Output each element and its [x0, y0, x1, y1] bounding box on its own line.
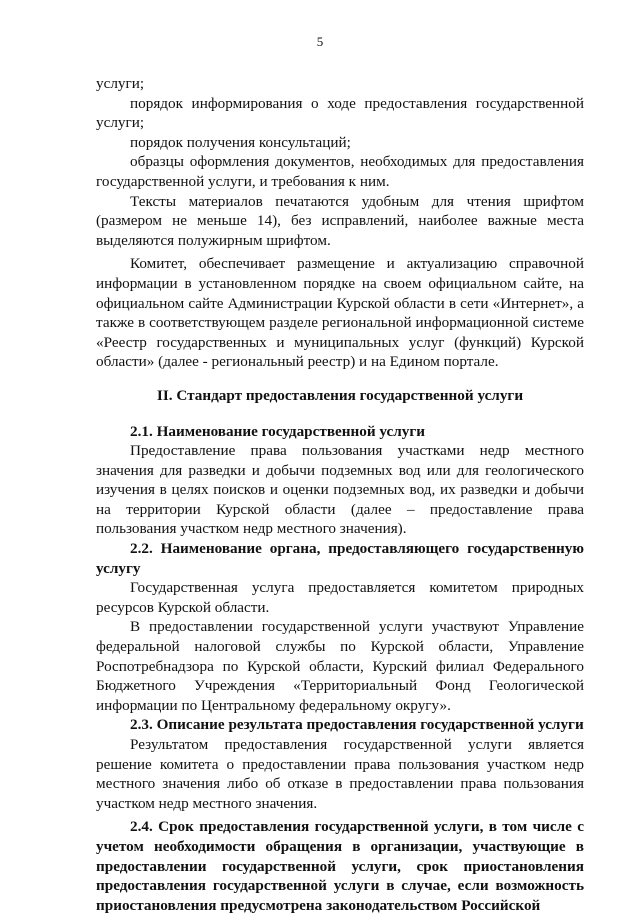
paragraph: Тексты материалов печатаются удобным для чтения шрифтом (размером не меньше 14), без исправлений, наиболее важные места выделяются полужирным шрифтом. — [96, 192, 584, 249]
paragraph: порядок получения консультаций; — [130, 133, 351, 151]
paragraph: Государственная услуга предоставляется комитетом природных ресурсов Курской области. — [96, 579, 584, 616]
subsection-heading: 2.3. Описание результата предоставления государственной услуги — [130, 716, 584, 734]
paragraph: Комитет, обеспечивает размещение и актуализацию справочной информации в установленном порядке на своем официальном сайте, на официальном сайте Администрации Курской области в сети «Интернет», а также в соответствующем разделе региональной информационной системе «Реестр государственных и муниципальных услуг (функций) Курской области» (далее - региональный реестр) и на Едином портале. — [96, 255, 584, 371]
paragraph: порядок информирования о ходе предоставления государственной услуги; — [96, 94, 584, 132]
paragraph: услуги; — [96, 75, 145, 92]
subsection-heading: 2.1. Наименование государственной услуги — [130, 422, 426, 440]
subsection-heading: 2.2. Наименование органа, предоставляющего государственную услугу — [96, 540, 584, 577]
paragraph: Результатом предоставления государственной услуги является решение комитета о предоставлении права пользования участком недр местного значения либо об отказе в предоставлении права пользования участком недр местного значения. — [96, 736, 584, 812]
paragraph: Предоставление права пользования участками недр местного значения для разведки и добычи подземных вод или для геологического изучения в целях поисков и оценки подземных вод, их разведки и добычи на территории Курской области (далее – предоставление права пользования участком недр местного значения). — [96, 442, 584, 538]
subsection-heading: 2.4. Срок предоставления государственной услуги, в том числе с учетом необходимости обращения в организации, участвующие в предоставлении государственной услуги, срок приостановления предоставления государственной услуги в случае, если возможность приостановления предусмотрена законодательством Российской — [96, 818, 584, 914]
paragraph: образцы оформления документов, необходимых для предоставления государственной услуги, и требования к ним. — [96, 153, 584, 190]
document-body — [96, 74, 584, 915]
page-number: 5 — [316, 34, 324, 49]
section-title: II. Стандарт предоставления государственной услуги — [156, 386, 524, 404]
paragraph: В предоставлении государственной услуги участвуют Управление федеральной налоговой службы по Курской области, Управление Роспотребнадзора по Курской области, Курский филиал Федерального Бюджетного Учреждения «Территориальный Фонд Геологической информации по Центральному федеральному округу». — [96, 618, 584, 714]
